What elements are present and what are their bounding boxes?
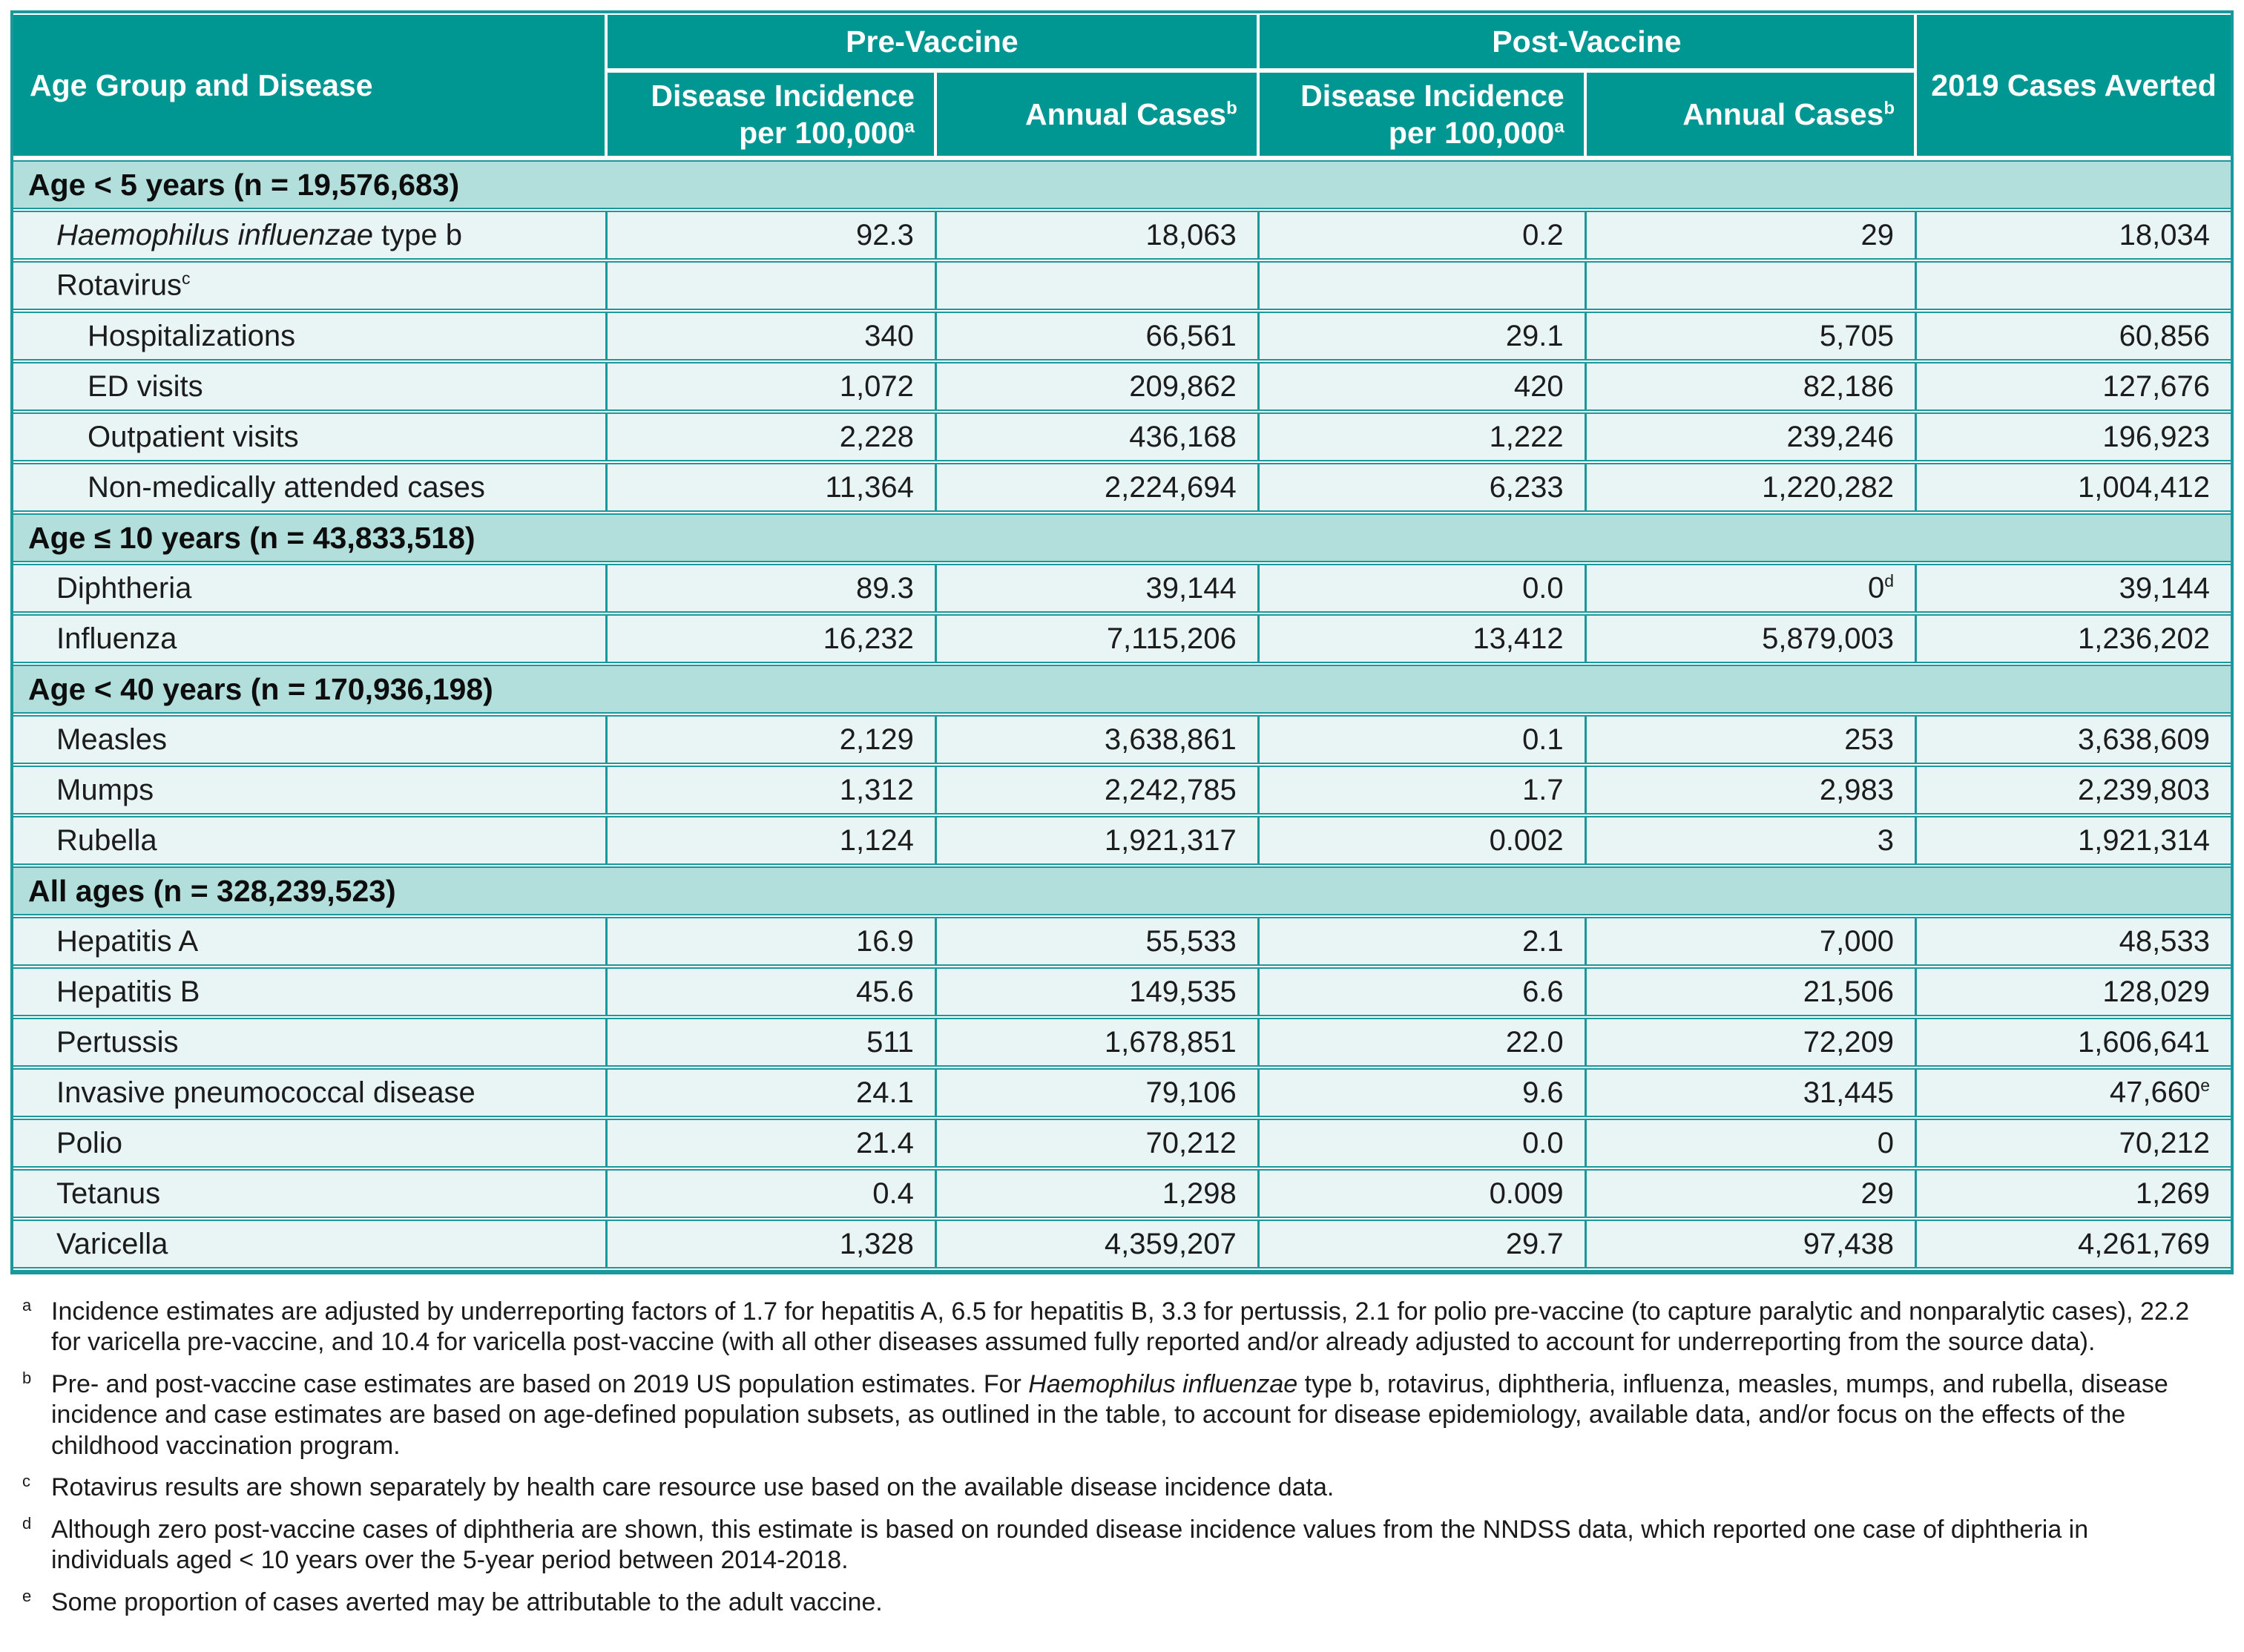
footnote-marker: d <box>22 1513 32 1533</box>
footnote-marker: e <box>22 1586 32 1605</box>
value-cell: 60,856 <box>1917 312 2231 361</box>
value-cell: 89.3 <box>608 564 937 613</box>
table-body <box>13 160 2231 1268</box>
value-cell: 127,676 <box>1917 362 2231 411</box>
section-row <box>13 866 2231 915</box>
row-label: Varicella <box>13 1220 608 1268</box>
footnotes <box>10 1297 2223 1618</box>
footnote-c <box>21 1472 2213 1503</box>
value-cell: 0.002 <box>1260 816 1587 865</box>
value-cell: 3,638,609 <box>1917 715 2231 764</box>
col-header-post-disease-incidence <box>1260 73 1587 159</box>
row-label: Influenza <box>13 614 608 663</box>
vaccine-impact-table <box>13 13 2231 1270</box>
section-title: All ages (n = 328,239,523) <box>13 866 2231 915</box>
value-cell: 1,004,412 <box>1917 463 2231 512</box>
table-row <box>13 715 2231 764</box>
section-title: Age ≤ 10 years (n = 43,833,518) <box>13 513 2231 562</box>
value-cell: 4,261,769 <box>1917 1220 2231 1268</box>
value-cell: 3,638,861 <box>937 715 1260 764</box>
value-cell: 1,236,202 <box>1917 614 2231 663</box>
value-cell: 128,029 <box>1917 967 2231 1016</box>
table-row <box>13 261 2231 310</box>
value-cell: 253 <box>1587 715 1917 764</box>
value-cell: 79,106 <box>937 1068 1260 1117</box>
row-label: Tetanus <box>13 1169 608 1218</box>
value-cell: 0.4 <box>608 1169 937 1218</box>
value-cell: 5,879,003 <box>1587 614 1917 663</box>
value-cell: 7,115,206 <box>937 614 1260 663</box>
value-cell: 13,412 <box>1260 614 1587 663</box>
value-cell: 3 <box>1587 816 1917 865</box>
value-cell: 39,144 <box>1917 564 2231 613</box>
value-cell: 1,269 <box>1917 1169 2231 1218</box>
value-cell: 82,186 <box>1587 362 1917 411</box>
value-cell: 0$^d$ <box>1587 564 1917 613</box>
value-cell: 0.009 <box>1260 1169 1587 1218</box>
row-label: Outpatient visits <box>13 412 608 461</box>
row-label: Rotavirus$^c$ <box>13 261 608 310</box>
row-label: Measles <box>13 715 608 764</box>
value-cell: 239,246 <box>1587 412 1917 461</box>
value-cell: 149,535 <box>937 967 1260 1016</box>
row-label: Non-medically attended cases <box>13 463 608 512</box>
col-header-post-annual-cases: Annual Cases$^b$ <box>1587 73 1917 159</box>
value-cell: 39,144 <box>937 564 1260 613</box>
value-cell: 420 <box>1260 362 1587 411</box>
value-cell: 1,328 <box>608 1220 937 1268</box>
value-cell: 1,606,641 <box>1917 1018 2231 1067</box>
section-row <box>13 513 2231 562</box>
value-cell: 24.1 <box>608 1068 937 1117</box>
footnote-marker: c <box>22 1472 30 1491</box>
value-cell: 6,233 <box>1260 463 1587 512</box>
section-title: Age < 5 years (n = 19,576,683) <box>13 160 2231 209</box>
row-label: Rubella <box>13 816 608 865</box>
table-row <box>13 1169 2231 1218</box>
value-cell: 92.3 <box>608 211 937 260</box>
footnote-d <box>21 1515 2213 1576</box>
value-cell: 209,862 <box>937 362 1260 411</box>
col-header-pre-disease-incidence <box>608 73 937 159</box>
value-cell: 0.0 <box>1260 564 1587 613</box>
row-label: Hepatitis A <box>13 917 608 966</box>
table-row <box>13 1220 2231 1268</box>
value-cell: 196,923 <box>1917 412 2231 461</box>
table-row <box>13 766 2231 815</box>
footnote-text-italic: Haemophilus influenzae <box>1028 1369 1298 1398</box>
table-row <box>13 1068 2231 1117</box>
table-row <box>13 463 2231 512</box>
value-cell: 70,212 <box>1917 1119 2231 1168</box>
value-cell: 1,220,282 <box>1587 463 1917 512</box>
table-row <box>13 1119 2231 1168</box>
value-cell <box>1587 261 1917 310</box>
value-cell: 18,063 <box>937 211 1260 260</box>
header-line: Disease Incidence <box>651 78 915 113</box>
footnote-text: Pre- and post-vaccine case estimates are based on 2019 US population estimates. For <box>51 1369 1029 1398</box>
value-cell: 2,228 <box>608 412 937 461</box>
value-cell: 2,129 <box>608 715 937 764</box>
header-line: Disease Incidence <box>1300 78 1564 113</box>
value-cell: 0 <box>1587 1119 1917 1168</box>
value-cell: 18,034 <box>1917 211 2231 260</box>
value-cell: 2,239,803 <box>1917 766 2231 815</box>
value-cell: 47,660e <box>1917 1068 2231 1117</box>
row-label: Mumps <box>13 766 608 815</box>
table-row <box>13 1018 2231 1067</box>
row-label: Haemophilus influenzae type b <box>13 211 608 260</box>
value-cell: 11,364 <box>608 463 937 512</box>
value-cell: 2,242,785 <box>937 766 1260 815</box>
table-row <box>13 211 2231 260</box>
table-header <box>13 15 2231 159</box>
vaccine-impact-table-frame <box>10 10 2234 1274</box>
value-cell: 6.6 <box>1260 967 1587 1016</box>
row-label: Invasive pneumococcal disease <box>13 1068 608 1117</box>
value-cell: 29 <box>1587 211 1917 260</box>
footnote-ref-e: e <box>2200 1076 2210 1096</box>
row-label: Hospitalizations <box>13 312 608 361</box>
value-cell: 1,124 <box>608 816 937 865</box>
footnote-text: Some proportion of cases averted may be attributable to the adult vaccine. <box>51 1587 883 1616</box>
value-cell: 55,533 <box>937 917 1260 966</box>
value-cell: 9.6 <box>1260 1068 1587 1117</box>
table-row <box>13 312 2231 361</box>
value-cell: 2,224,694 <box>937 463 1260 512</box>
footnote-marker: b <box>22 1368 32 1387</box>
value-cell: 436,168 <box>937 412 1260 461</box>
footnote-text: type b, rotavirus, diphtheria, influenza, measles, mumps, and rubella, disease incidence and case estimates are based on age-defined population subsets, as outlined in the table, to account for disease epidemiology, available data, and/or focus on the effects of the childhood vaccination program. <box>51 1369 2168 1460</box>
value-cell: 21.4 <box>608 1119 937 1168</box>
footnote-text: Although zero post-vaccine cases of diphtheria are shown, this estimate is based on rounded disease incidence values from the NNDSS data, which reported one case of diphtheria in individuals aged < 10 years over the 5-year period between 2014-2018. <box>51 1515 2089 1575</box>
value-cell: 1,312 <box>608 766 937 815</box>
value-cell: 0.0 <box>1260 1119 1587 1168</box>
footnote-marker: a <box>22 1296 32 1314</box>
value-cell: 5,705 <box>1587 312 1917 361</box>
value-cell: 72,209 <box>1587 1018 1917 1067</box>
footnote-text: Incidence estimates are adjusted by underreporting factors of 1.7 for hepatitis A, 6.5 for hepatitis B, 3.3 for pertussis, 2.1 for polio pre-vaccine (to capture paralytic and nonparalytic cases), 22.2 for varicella pre-vaccine, and 10.4 for varicella post-vaccine (with all other diseases assumed fully reported and/or already adjusted to account for underreporting from the source data). <box>51 1297 2190 1357</box>
table-row <box>13 816 2231 865</box>
value-cell: 66,561 <box>937 312 1260 361</box>
value-cell: 16.9 <box>608 917 937 966</box>
row-label: Pertussis <box>13 1018 608 1067</box>
col-header-pre-annual-cases: Annual Cases$^b$ <box>937 73 1260 159</box>
value-cell: 31,445 <box>1587 1068 1917 1117</box>
table-row <box>13 614 2231 663</box>
header-line: per 100,000$^a$ <box>739 116 915 150</box>
value-cell: 1,921,317 <box>937 816 1260 865</box>
section-row <box>13 665 2231 714</box>
header-group-row <box>13 15 2231 71</box>
footnote-text: Rotavirus results are shown separately by health care resource use based on the available disease incidence data. <box>51 1473 1335 1502</box>
value-cell: 29.1 <box>1260 312 1587 361</box>
value-cell: 97,438 <box>1587 1220 1917 1268</box>
section-title: Age < 40 years (n = 170,936,198) <box>13 665 2231 714</box>
footnote-b <box>21 1369 2213 1461</box>
footnote-e <box>21 1587 2213 1618</box>
value-cell: 511 <box>608 1018 937 1067</box>
row-label: ED visits <box>13 362 608 411</box>
value-cell: 7,000 <box>1587 917 1917 966</box>
footnote-ref-a: a <box>1554 116 1564 137</box>
table-row <box>13 564 2231 613</box>
table-row <box>13 917 2231 966</box>
footnote-a <box>21 1297 2213 1358</box>
col-group-pre-vaccine: Pre-Vaccine <box>608 15 1260 71</box>
table-row <box>13 967 2231 1016</box>
row-label: Polio <box>13 1119 608 1168</box>
value-cell: 0.2 <box>1260 211 1587 260</box>
value-cell: 22.0 <box>1260 1018 1587 1067</box>
value-cell: 21,506 <box>1587 967 1917 1016</box>
value-cell: 29.7 <box>1260 1220 1587 1268</box>
value-cell: 29 <box>1587 1169 1917 1218</box>
footnote-ref-a: a <box>904 116 915 137</box>
value-cell: 1,222 <box>1260 412 1587 461</box>
value-cell: 1,298 <box>937 1169 1260 1218</box>
table-row <box>13 362 2231 411</box>
table-row <box>13 412 2231 461</box>
row-label: Diphtheria <box>13 564 608 613</box>
col-header-age-group-and-disease: Age Group and Disease <box>13 15 608 159</box>
value-cell: 340 <box>608 312 937 361</box>
col-header-2019-cases-averted: 2019 Cases Averted <box>1917 15 2231 159</box>
footnote-ref-c: c <box>181 269 191 289</box>
value-cell: 1,678,851 <box>937 1018 1260 1067</box>
value-cell <box>1260 261 1587 310</box>
value-cell: 1,072 <box>608 362 937 411</box>
header-line: per 100,000$^a$ <box>1388 116 1564 150</box>
section-row <box>13 160 2231 209</box>
footnote-ref-d: d <box>1884 571 1895 591</box>
value-cell <box>937 261 1260 310</box>
value-cell: 2.1 <box>1260 917 1587 966</box>
footnote-ref-b: b <box>1226 98 1237 119</box>
value-cell <box>608 261 937 310</box>
value-cell: 2,983 <box>1587 766 1917 815</box>
value-cell: 4,359,207 <box>937 1220 1260 1268</box>
value-cell: 1,921,314 <box>1917 816 2231 865</box>
col-group-post-vaccine: Post-Vaccine <box>1260 15 1917 71</box>
value-cell: 16,232 <box>608 614 937 663</box>
row-label: Hepatitis B <box>13 967 608 1016</box>
value-cell: 0.1 <box>1260 715 1587 764</box>
value-cell: 48,533 <box>1917 917 2231 966</box>
value-cell: 45.6 <box>608 967 937 1016</box>
value-cell: 70,212 <box>937 1119 1260 1168</box>
value-cell <box>1917 261 2231 310</box>
value-cell: 1.7 <box>1260 766 1587 815</box>
footnote-ref-b: b <box>1883 98 1895 119</box>
